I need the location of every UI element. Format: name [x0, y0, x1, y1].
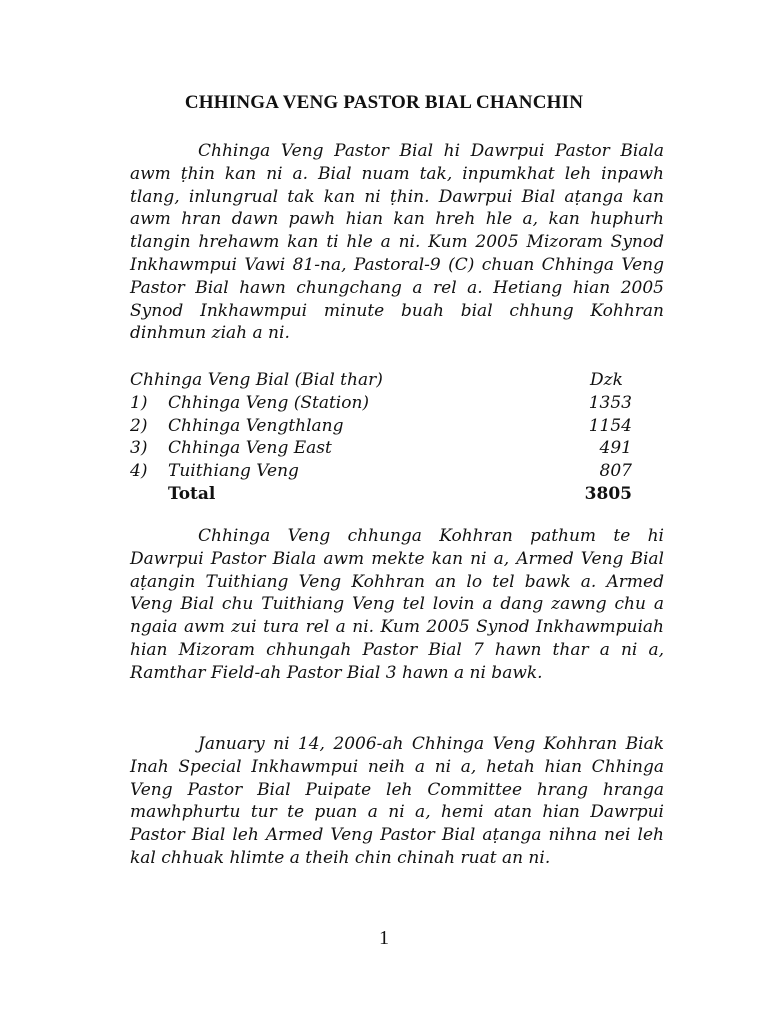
row-name: Chhinga Veng East [168, 438, 332, 459]
paragraph-1: Chhinga Veng Pastor Bial hi Dawrpui Pastor Biala awm ṭhin kan ni a. Bial nuam tak, inpumkhat leh inpawh tlang, inlungrual tak kan ni ṭhin. Dawrpui Bial aṭanga kan awm hran dawn pawh hian kan hreh hle a, kan huphurh tlangin hrehawm kan ti hle a ni. Kum 2005 Mizoram Synod Inkhawmpui Vawi 81-na, Pastoral-9 (C) chuan Chhinga Veng Pastor Bial hawn chungchang a rel a. Hetiang hian 2005 Synod Inkhawmpui minute buah bial chhung Kohhran dinhmun ziah a ni. [130, 141, 664, 344]
row-number: 4) [130, 461, 148, 482]
table-row [130, 460, 664, 483]
row-value: 491 [599, 438, 632, 459]
paragraph-3: January ni 14, 2006-ah Chhinga Veng Kohhran Biak Inah Special Inkhawmpui neih a ni a, hetah hian Chhinga Veng Pastor Bial Puipate leh Committee hrang hranga mawhphurtu tur te puan a ni a, hemi atan hian Dawrpui Pastor Bial leh Armed Veng Pastor Bial aṭanga nihna nei leh kal chhuak hlimte a theih chin chinah ruat an ni. [130, 734, 664, 868]
total-value: 3805 [584, 483, 632, 504]
row-name: Chhinga Vengthlang [168, 415, 344, 436]
row-number: 1) [130, 392, 148, 413]
total-label: Total [168, 483, 216, 504]
congregation-table [130, 369, 664, 506]
paragraph-2: Chhinga Veng chhunga Kohhran pathum te hi Dawrpui Pastor Biala awm mekte kan ni a, Armed Veng Bial aṭangin Tuithiang Veng Kohhran an lo tel bawk a. Armed Veng Bial chu Tuithiang Veng tel lovin a dang zawng chu a ngaia awm zui tura rel a ni. Kum 2005 Synod Inkhawmpuiah hian Mizoram chhungah Pastor Bial 7 hawn thar a ni a, Ramthar Field-ah Pastor Bial 3 hawn a ni bawk. [130, 526, 664, 683]
page-number: 1 [379, 927, 389, 949]
row-number: 2) [130, 415, 148, 436]
table-total-row [130, 483, 664, 506]
row-value: 1154 [588, 415, 632, 436]
table-header-row [130, 369, 664, 392]
row-name: Chhinga Veng (Station) [168, 392, 370, 413]
table-row [130, 415, 664, 438]
row-name: Tuithiang Veng [168, 461, 299, 482]
table-row [130, 437, 664, 460]
row-number: 3) [130, 438, 148, 459]
table-header-unit: Dzk [590, 370, 623, 390]
document-title: CHHINGA VENG PASTOR BIAL CHANCHIN [184, 92, 584, 113]
table-header-label: Chhinga Veng Bial (Bial thar) [130, 370, 383, 390]
table-row [130, 392, 664, 415]
row-value: 807 [599, 461, 632, 482]
row-value: 1353 [588, 392, 632, 413]
